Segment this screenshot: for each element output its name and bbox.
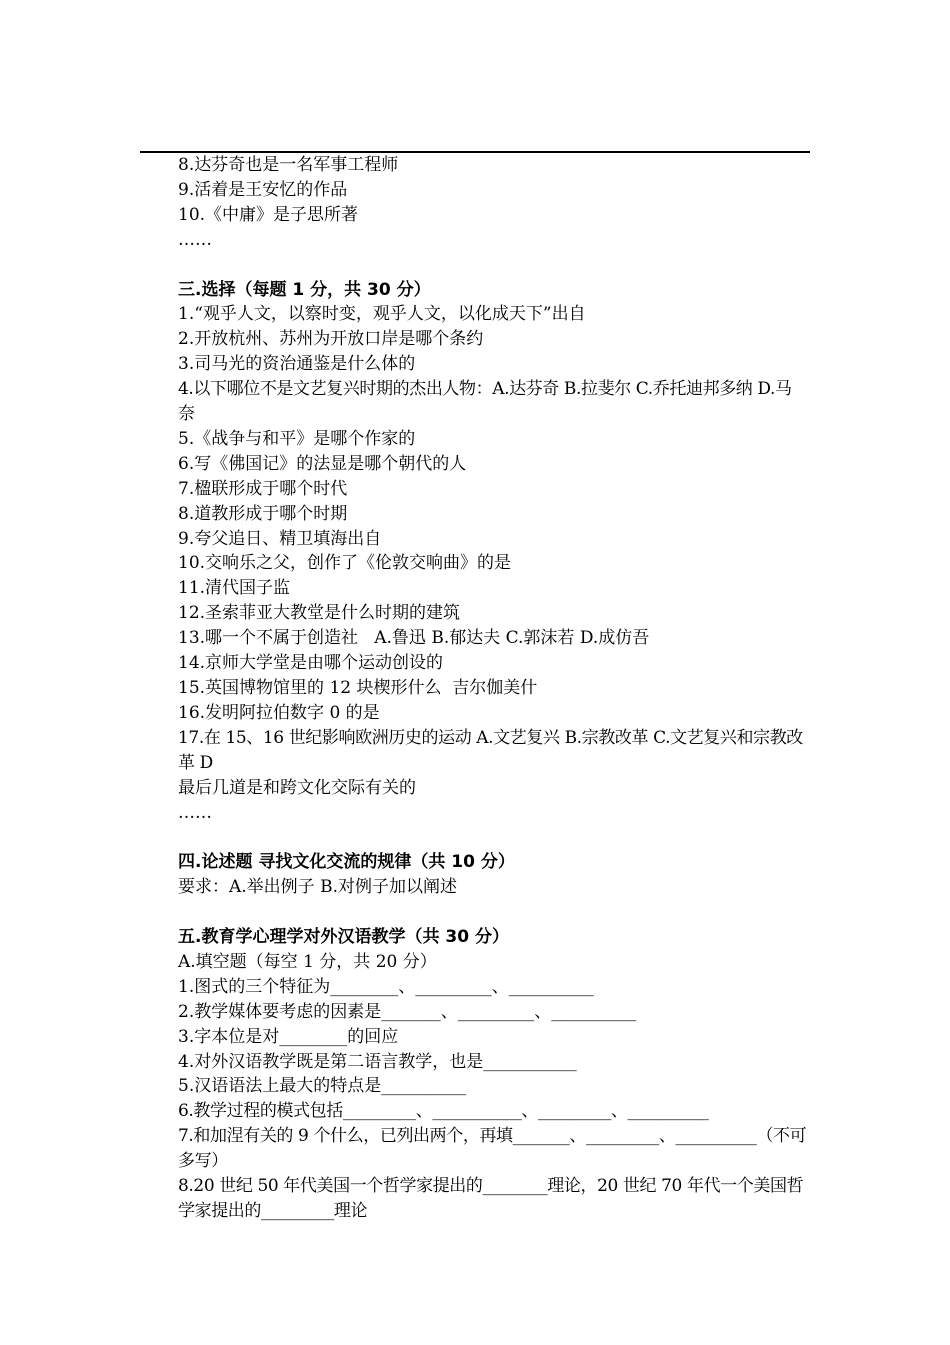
section4-requirement: 要求：A.举出例子 B.对例子加以阐述 <box>178 877 457 898</box>
section5-heading: 五.教育学心理学对外汉语教学（共 30 分） <box>178 927 509 948</box>
ellipsis: …… <box>178 229 212 250</box>
question-item: 2.开放杭州、苏州为开放口岸是哪个条约 <box>178 329 484 350</box>
spacer <box>178 825 808 850</box>
fill-blank-item: 3.字本位是对________的回应 <box>178 1026 399 1047</box>
question-item: 3.司马光的资治通鉴是什么体的 <box>178 354 416 375</box>
fill-blank-item: 7.和加涅有关的 9 个什么，已列出两个，再填_______、_________、__________（不可多写） <box>178 1126 807 1172</box>
fill-blank-item: 8.20 世纪 50 年代美国一个哲学家提出的________理论，20 世纪 70 年代一个美国哲学家提出的_________理论 <box>178 1176 804 1222</box>
spacer <box>178 900 808 925</box>
question-item: 13.哪一个不属于创造社 A.鲁迅 B.郁达夫 C.郭沫若 D.成仿吾 <box>178 628 650 649</box>
section4 <box>178 850 808 900</box>
question-item: 16.发明阿拉伯数字 0 的是 <box>178 702 380 723</box>
question-item: 9.夸父追日、精卫填海出自 <box>178 528 382 549</box>
fill-blank-item: 1.图式的三个特征为________、_________、__________ <box>178 976 594 997</box>
question-item: 最后几道是和跨文化交际有关的 <box>178 777 416 798</box>
question-item: 6.写《佛国记》的法显是哪个朝代的人 <box>178 453 467 474</box>
list-item: 8.达芬奇也是一名军事工程师 <box>178 155 399 175</box>
question-item: 7.楹联形成于哪个时代 <box>178 478 348 499</box>
question-item: 14.京师大学堂是由哪个运动创设的 <box>178 653 444 674</box>
question-item: 8.道教形成于哪个时期 <box>178 503 348 524</box>
fill-blank-item: 6.教学过程的模式包括_________、___________、_________、__________ <box>178 1101 709 1122</box>
question-item: 17.在 15、16 世纪影响欧洲历史的运动 A.文艺复兴 B.宗教改革 C.文艺复兴和宗教改革 D <box>178 727 803 773</box>
question-item: 10.交响乐之父，创作了《伦敦交响曲》的是 <box>178 553 512 574</box>
document-body <box>178 153 808 1224</box>
fill-blank-item: 5.汉语语法上最大的特点是__________ <box>178 1076 467 1097</box>
section3 <box>178 278 808 826</box>
section3-heading: 三.选择（每题 1 分，共 30 分） <box>178 279 431 300</box>
section4-heading: 四.论述题 寻找文化交流的规律（共 10 分） <box>178 852 515 873</box>
list-item: 10.《中庸》是子思所著 <box>178 204 359 225</box>
question-item: 11.清代国子监 <box>178 578 291 599</box>
section5 <box>178 925 808 1224</box>
section5-subheading: A.填空题（每空 1 分，共 20 分） <box>178 951 437 972</box>
question-item: 1.“观乎人文，以察时变，观乎人文，以化成天下”出自 <box>178 304 586 325</box>
section2-tail <box>178 153 808 253</box>
list-item: 9.活着是王安忆的作品 <box>178 179 348 200</box>
question-item: 4.以下哪位不是文艺复兴时期的杰出人物：A.达芬奇 B.拉斐尔 C.乔托迪邦多纳 D.马奈 <box>178 379 792 425</box>
spacer <box>178 253 808 278</box>
fill-blank-item: 2.教学媒体要考虑的因素是_______、_________、__________ <box>178 1001 637 1022</box>
question-item: 12.圣索菲亚大教堂是什么时期的建筑 <box>178 603 461 624</box>
ellipsis: …… <box>178 802 212 823</box>
question-item: 5.《战争与和平》是哪个作家的 <box>178 428 416 449</box>
question-item: 15.英国博物馆里的 12 块楔形什么 吉尔伽美什 <box>178 678 538 699</box>
fill-blank-item: 4.对外汉语教学既是第二语言教学，也是___________ <box>178 1051 577 1072</box>
